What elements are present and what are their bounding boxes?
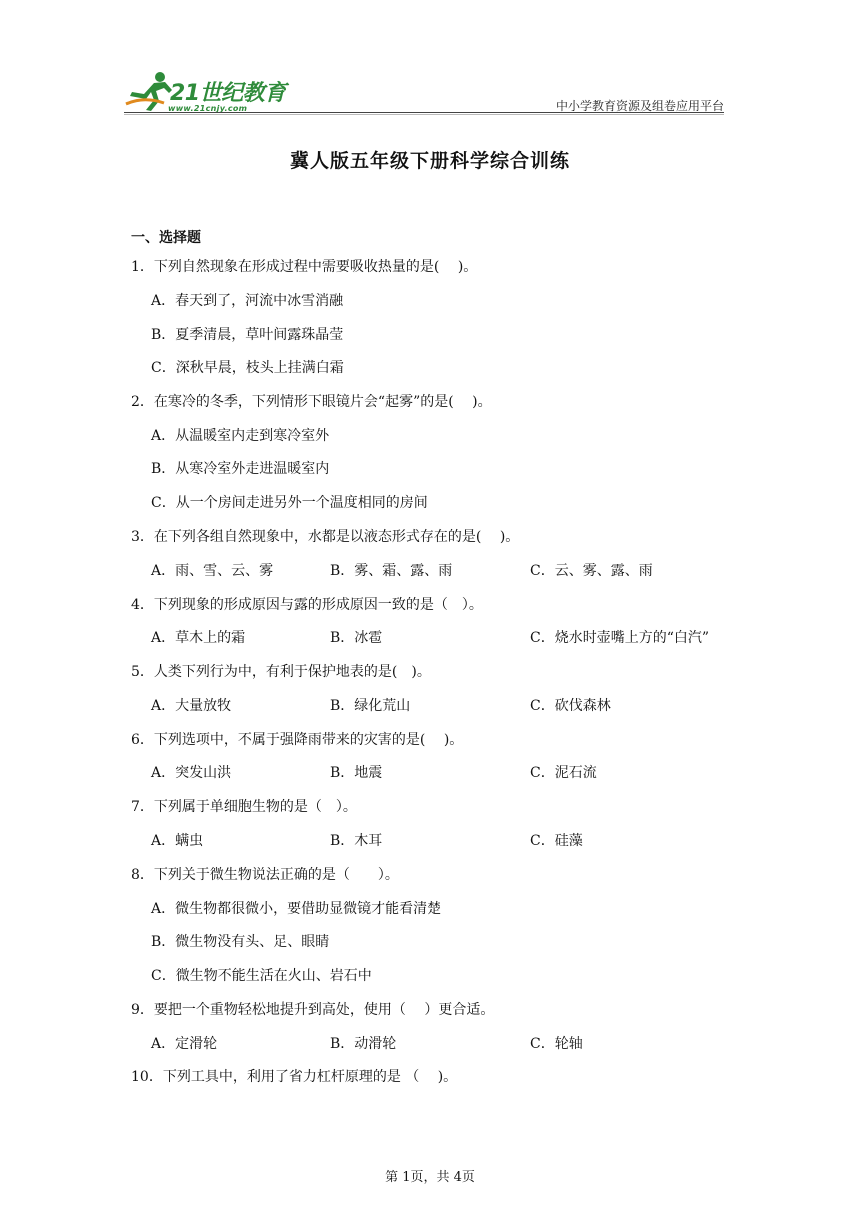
question-option: B．从寒冷室外走进温暖室内 [151, 461, 330, 477]
question-option: B．夏季清晨，草叶间露珠晶莹 [151, 327, 344, 343]
question-stem: 9．要把一个重物轻松地提升到高处，使用（ ）更合适。 [131, 1002, 495, 1018]
question-option: C．云、雾、露、雨 [530, 563, 653, 579]
question-option: C．烧水时壶嘴上方的“白汽” [530, 630, 710, 646]
question-stem: 6．下列选项中，不属于强降雨带来的灾害的是( )。 [131, 732, 464, 748]
question-stem: 1．下列自然现象在形成过程中需要吸收热量的是( )。 [131, 259, 478, 275]
logo-url: www.21cnjy.com [168, 104, 248, 113]
question-option: C．微生物不能生活在火山、岩石中 [151, 968, 372, 984]
header-divider [124, 112, 724, 113]
question-option: A．草木上的霜 [151, 630, 246, 646]
question-stem: 3．在下列各组自然现象中，水都是以液态形式存在的是( )。 [131, 529, 520, 545]
question-option: A．突发山洪 [151, 765, 232, 781]
logo-text: 21世纪教育 [170, 81, 286, 106]
platform-name: 中小学教育资源及组卷应用平台 [555, 99, 724, 113]
question-stem: 10．下列工具中，利用了省力杠杆原理的是 （ )。 [131, 1069, 458, 1085]
question-option: C．轮轴 [530, 1036, 583, 1052]
question-stem: 2．在寒冷的冬季，下列情形下眼镜片会“起雾”的是( )。 [131, 394, 492, 410]
question-stem: 7．下列属于单细胞生物的是（ ）。 [131, 799, 357, 815]
question-option: A．雨、雪、云、雾 [151, 563, 274, 579]
section-heading: 一、选择题 [131, 230, 201, 246]
question-stem: 4．下列现象的形成原因与露的形成原因一致的是（ ）。 [131, 597, 483, 613]
question-option: A．螨虫 [151, 833, 204, 849]
question-stem: 8．下列关于微生物说法正确的是（ ）。 [131, 867, 399, 883]
question-option: B．动滑轮 [330, 1036, 397, 1052]
question-option: B．地震 [330, 765, 383, 781]
question-option: B．木耳 [330, 833, 383, 849]
question-option: C．泥石流 [530, 765, 597, 781]
question-option: A．大量放牧 [151, 698, 232, 714]
question-stem: 5．人类下列行为中，有利于保护地表的是( )。 [131, 664, 431, 680]
question-option: C．硅藻 [530, 833, 583, 849]
page-header [124, 66, 724, 116]
question-option: B．雾、霜、露、雨 [330, 563, 453, 579]
question-option: B．冰雹 [330, 630, 383, 646]
question-option: B．绿化荒山 [330, 698, 411, 714]
logo [124, 66, 304, 116]
question-option: A．从温暖室内走到寒冷室外 [151, 428, 330, 444]
question-option: A．春天到了，河流中冰雪消融 [151, 293, 344, 309]
question-option: C．从一个房间走进另外一个温度相同的房间 [151, 495, 428, 511]
question-option: C．砍伐森林 [530, 698, 611, 714]
question-option: A．定滑轮 [151, 1036, 218, 1052]
page-footer: 第 1页，共 4页 [385, 1170, 475, 1185]
question-option: C．深秋早晨，枝头上挂满白霜 [151, 360, 344, 376]
page-title: 冀人版五年级下册科学综合训练 [289, 150, 570, 172]
question-option: B．微生物没有头、足、眼睛 [151, 934, 330, 950]
question-option: A．微生物都很微小，要借助显微镜才能看清楚 [151, 901, 442, 917]
header-divider-thin [124, 114, 724, 115]
